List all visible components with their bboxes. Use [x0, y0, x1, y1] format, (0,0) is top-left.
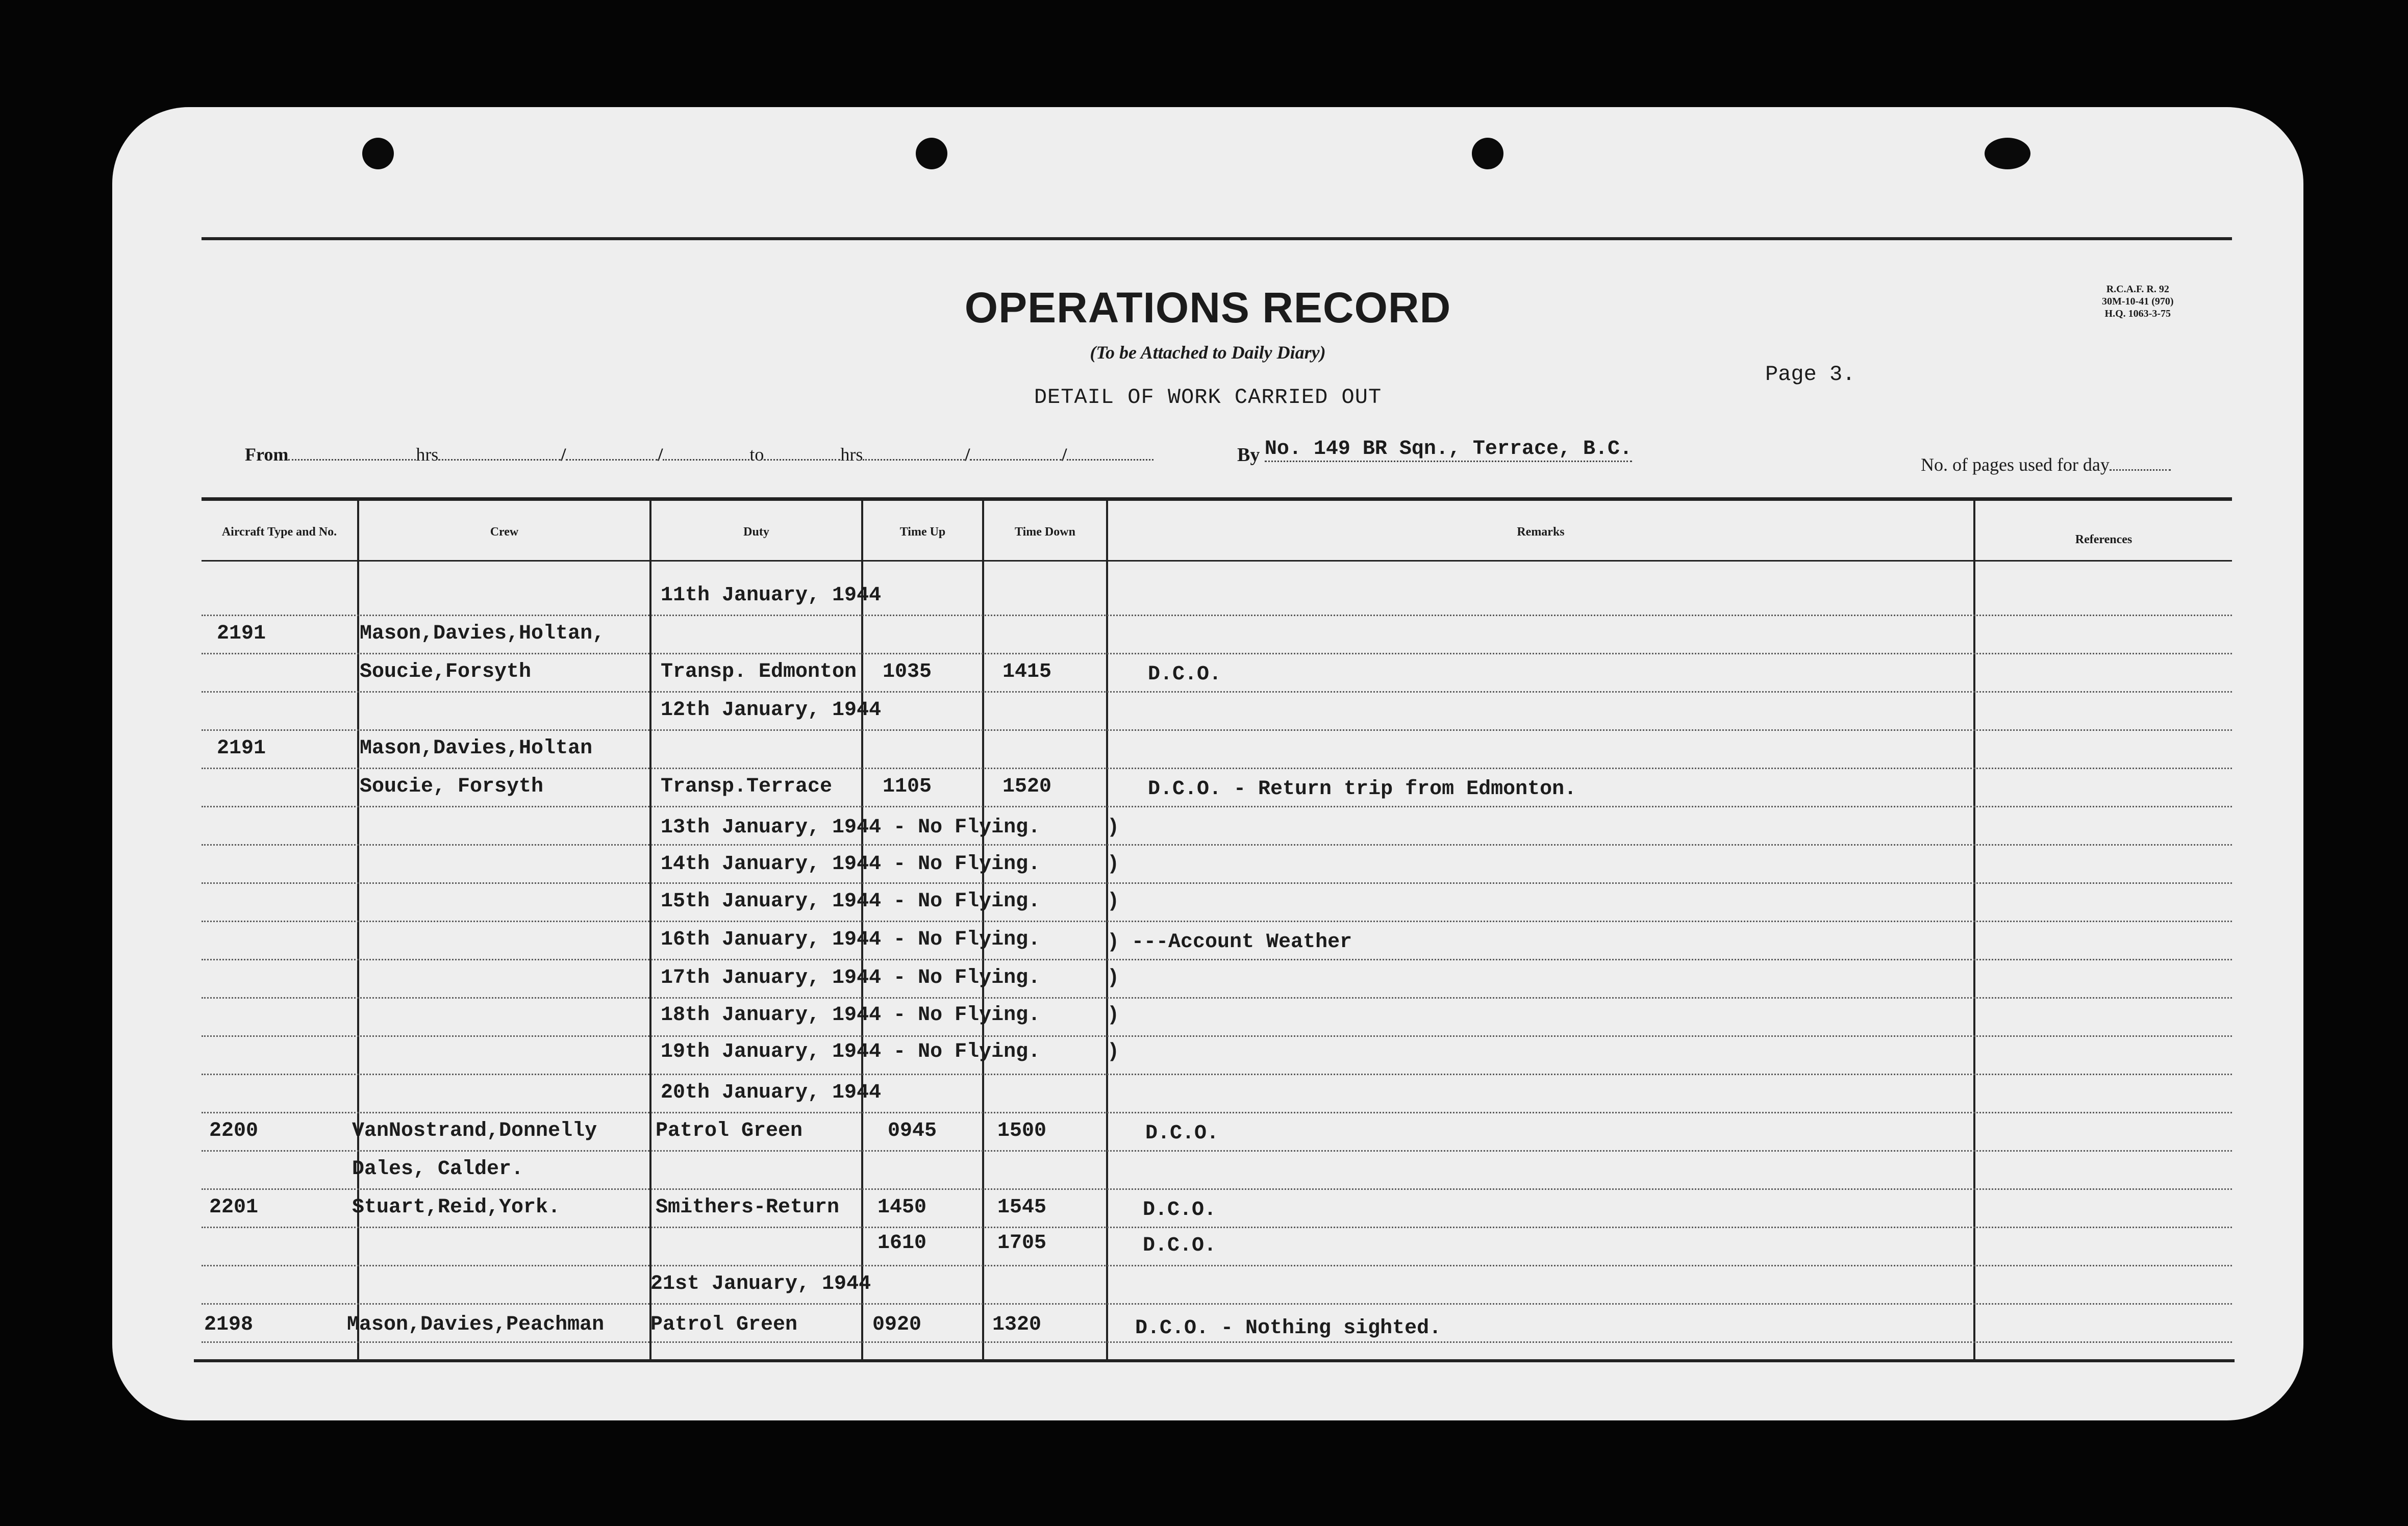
pages-used-line: No. of pages used for day [1921, 454, 2171, 475]
crew-cell: Mason,Davies,Peachman [347, 1313, 605, 1336]
by-line: By No. 149 BR Sqn., Terrace, B.C. [1237, 438, 1632, 466]
row-line [202, 882, 2232, 884]
row-line [202, 959, 2232, 960]
row-line [202, 806, 2232, 807]
duty-cell: 12th January, 1944 [661, 699, 882, 722]
time-up-cell: 1610 [877, 1232, 927, 1255]
crew-cell: Soucie, Forsyth [360, 775, 544, 798]
remarks-cell: D.C.O. [1143, 1199, 1217, 1222]
duty-cell: 16th January, 1944 - No Flying. [661, 928, 1041, 951]
column-header-time-up: Time Up [899, 525, 946, 539]
duty-cell: Smithers-Return [656, 1196, 840, 1219]
binder-hole [1472, 138, 1503, 169]
binder-hole [362, 138, 394, 169]
remarks-cell: D.C.O. - Nothing sighted. [1135, 1317, 1442, 1340]
remarks-cell: D.C.O. [1148, 663, 1222, 686]
remarks-cell: ) [1107, 967, 1120, 989]
duty-cell: Transp.Terrace [661, 775, 833, 798]
time-up-cell: 0945 [888, 1120, 937, 1142]
crew-cell: VanNostrand,Donnelly [352, 1120, 597, 1142]
duty-cell: 11th January, 1944 [661, 584, 882, 607]
time-down-cell: 1705 [997, 1232, 1047, 1255]
aircraft-cell: 2191 [217, 622, 266, 645]
time-down-cell: 1520 [1002, 775, 1052, 798]
header-bottom-rule [202, 560, 2232, 562]
remarks-cell: ) ---Account Weather [1107, 931, 1352, 954]
from-line: From hrs / / to hrs / / [245, 444, 1153, 465]
column-divider [357, 500, 359, 1362]
row-line [202, 1227, 2232, 1228]
row-line [202, 1150, 2232, 1152]
duty-cell: Patrol Green [656, 1120, 803, 1142]
time-up-cell: 1105 [883, 775, 932, 798]
duty-cell: 17th January, 1944 - No Flying. [661, 967, 1041, 989]
time-down-cell: 1320 [992, 1313, 1042, 1336]
row-line [202, 1265, 2232, 1266]
page-title: OPERATIONS RECORD [964, 284, 1451, 332]
row-line [202, 729, 2232, 731]
row-line [202, 1112, 2232, 1113]
column-header-remarks: Remarks [1517, 525, 1565, 539]
time-up-cell: 0920 [872, 1313, 922, 1336]
time-up-cell: 1450 [877, 1196, 927, 1219]
remarks-cell: D.C.O. - Return trip from Edmonton. [1148, 778, 1577, 801]
remarks-cell: ) [1107, 1040, 1120, 1063]
remarks-cell: ) [1107, 890, 1120, 913]
duty-cell: 20th January, 1944 [661, 1081, 882, 1104]
aircraft-cell: 2201 [209, 1196, 259, 1219]
remarks-cell: D.C.O. [1145, 1122, 1219, 1145]
remarks-cell: ) [1107, 853, 1120, 876]
crew-cell: Soucie,Forsyth [360, 660, 532, 683]
time-down-cell: 1500 [997, 1120, 1047, 1142]
row-line [202, 691, 2232, 693]
remarks-cell: D.C.O. [1143, 1234, 1217, 1257]
row-line [202, 921, 2232, 922]
form-code: R.C.A.F. R. 92 30M-10-41 (970) H.Q. 1063-3-75 [2102, 284, 2174, 319]
column-divider [649, 500, 651, 1362]
squadron-value: No. 149 BR Sqn., Terrace, B.C. [1265, 438, 1632, 462]
row-line [202, 997, 2232, 999]
column-header-references: References [2075, 533, 2133, 546]
duty-cell: Transp. Edmonton [661, 660, 857, 683]
table-top-rule [202, 497, 2232, 501]
row-line [202, 615, 2232, 616]
detail-heading: DETAIL OF WORK CARRIED OUT [1034, 385, 1382, 410]
column-header-duty: Duty [743, 525, 769, 539]
page-subtitle: (To be Attached to Daily Diary) [1090, 342, 1326, 363]
binder-hole [1985, 138, 2030, 169]
time-up-cell: 1035 [883, 660, 932, 683]
duty-cell: 15th January, 1944 - No Flying. [661, 890, 1041, 913]
remarks-cell: ) [1107, 1004, 1120, 1027]
time-down-cell: 1415 [1002, 660, 1052, 683]
duty-cell: Patrol Green [650, 1313, 798, 1336]
row-line [202, 768, 2232, 769]
row-line [202, 1074, 2232, 1075]
binder-hole [916, 138, 947, 169]
row-line [202, 1188, 2232, 1190]
aircraft-cell: 2200 [209, 1120, 259, 1142]
crew-cell: Dales, Calder. [352, 1158, 524, 1181]
top-rule [202, 237, 2232, 240]
table-bottom-rule [194, 1359, 2235, 1362]
aircraft-cell: 2198 [204, 1313, 254, 1336]
page-number: Page 3. [1765, 362, 1855, 387]
column-header-crew: Crew [490, 525, 519, 539]
column-divider [1973, 500, 1975, 1362]
crew-cell: Mason,Davies,Holtan [360, 737, 593, 760]
row-line [202, 1035, 2232, 1037]
crew-cell: Mason,Davies,Holtan, [360, 622, 605, 645]
row-line [202, 1341, 2232, 1343]
column-header-time-down: Time Down [1015, 525, 1075, 539]
time-down-cell: 1545 [997, 1196, 1047, 1219]
crew-cell: Stuart,Reid,York. [352, 1196, 561, 1219]
aircraft-cell: 2191 [217, 737, 266, 760]
row-line [202, 1303, 2232, 1305]
row-line [202, 653, 2232, 654]
duty-cell: 21st January, 1944 [650, 1273, 871, 1295]
duty-cell: 18th January, 1944 - No Flying. [661, 1004, 1041, 1027]
remarks-cell: ) [1107, 816, 1120, 839]
column-header-aircraft: Aircraft Type and No. [221, 525, 337, 539]
operations-record-form [112, 107, 2303, 1420]
duty-cell: 19th January, 1944 - No Flying. [661, 1040, 1041, 1063]
duty-cell: 14th January, 1944 - No Flying. [661, 853, 1041, 876]
duty-cell: 13th January, 1944 - No Flying. [661, 816, 1041, 839]
row-line [202, 844, 2232, 846]
